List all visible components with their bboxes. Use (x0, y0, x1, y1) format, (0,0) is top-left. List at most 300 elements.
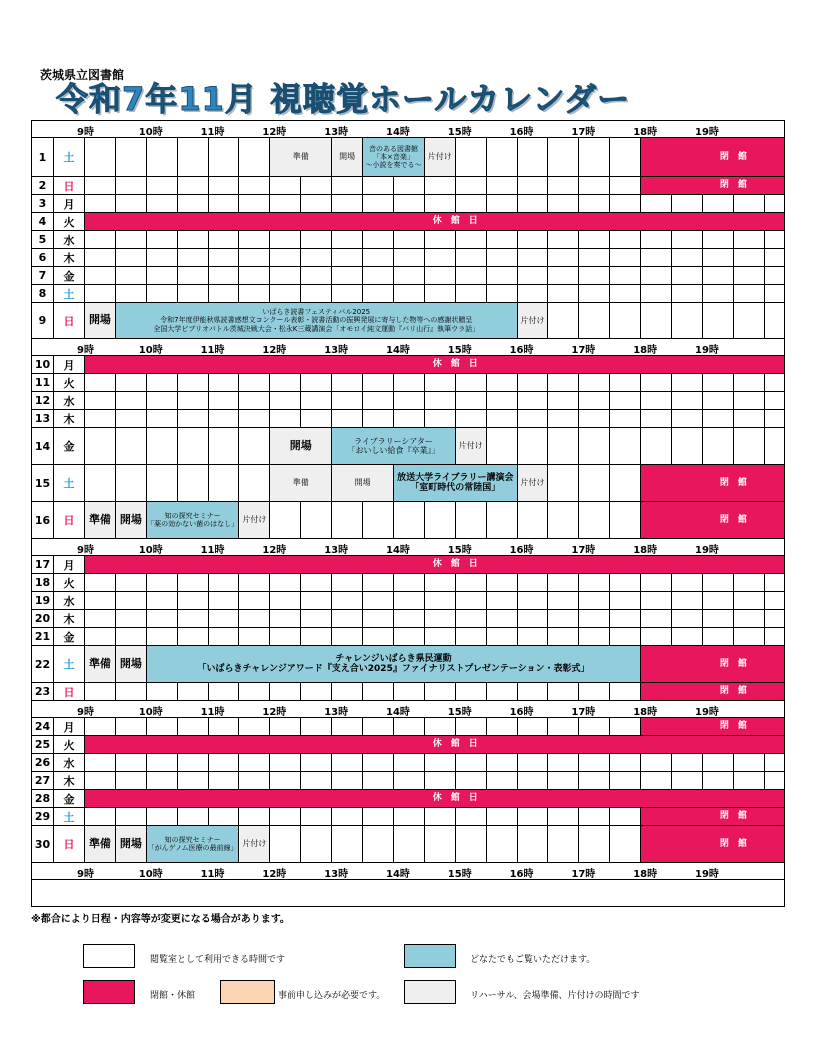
time-slot (363, 267, 394, 284)
day-number: 10 (32, 356, 54, 373)
time-slot (765, 285, 785, 302)
time-slot (549, 718, 580, 735)
prep-block (240, 502, 271, 538)
event-text: 休 館 日 (432, 559, 478, 570)
time-slot (270, 285, 301, 302)
day-row-17 (32, 556, 785, 574)
time-slot (301, 772, 332, 789)
time-slot (456, 610, 487, 627)
day-number: 15 (32, 465, 54, 501)
time-slot (116, 177, 147, 194)
time-slot (579, 826, 610, 862)
time-slot (270, 392, 301, 409)
time-slot (703, 285, 734, 302)
event-text: 閉 館 (719, 151, 747, 162)
time-slot (116, 392, 147, 409)
schedule-change-note: ※都合により日程・内容等が変更になる場合があります。 (31, 914, 290, 925)
legend-swatch-public (404, 944, 456, 968)
hour-label: 16時 (509, 869, 534, 880)
day-row-9 (32, 303, 785, 339)
time-slot (610, 502, 641, 538)
time-slot (147, 177, 178, 194)
time-slot (672, 374, 703, 391)
time-slot (734, 392, 765, 409)
time-slot (703, 410, 734, 427)
event-text: 知の探究セミナー (164, 835, 221, 844)
time-slot (549, 465, 580, 501)
event-text: 開場 (119, 512, 142, 526)
time-slot (209, 374, 240, 391)
day-row-8 (32, 285, 785, 303)
event-text: 開場 (88, 313, 111, 327)
time-slot (178, 465, 209, 501)
time-slot (363, 808, 394, 825)
time-slot (518, 574, 549, 591)
hour-label: 14時 (386, 545, 410, 556)
time-slot (579, 683, 610, 700)
legend-swatch-prep (404, 980, 456, 1004)
time-slot (332, 574, 363, 591)
time-slot (147, 249, 178, 266)
time-slot (672, 592, 703, 609)
day-row-12 (32, 392, 785, 410)
weekday-label: 日 (54, 502, 85, 538)
time-slot (703, 231, 734, 248)
time-slot (332, 410, 363, 427)
time-slot (178, 195, 209, 212)
time-slot (456, 231, 487, 248)
hour-label: 17時 (571, 545, 596, 556)
weekday-label: 水 (54, 754, 85, 771)
time-slot (765, 574, 785, 591)
time-slot (579, 610, 610, 627)
closed-block (85, 356, 785, 373)
prep-block (425, 138, 456, 176)
time-slot (240, 772, 271, 789)
event-block (363, 138, 425, 176)
closed-block (641, 465, 785, 501)
hour-label: 18時 (633, 869, 658, 880)
event-text: 片付け (427, 152, 452, 162)
time-slot (270, 410, 301, 427)
weekday-label: 水 (54, 392, 85, 409)
time-slot (116, 574, 147, 591)
time-slot (332, 502, 363, 538)
hour-label: 19時 (695, 545, 719, 556)
time-slot (147, 718, 178, 735)
time-slot (85, 574, 116, 591)
hour-label: 13時 (324, 707, 349, 718)
time-slot (116, 195, 147, 212)
time-slot (579, 231, 610, 248)
prep-block (85, 303, 116, 338)
time-slot (209, 683, 240, 700)
hour-label: 17時 (571, 707, 596, 718)
event-text: 準備 (292, 478, 309, 488)
time-slot (425, 772, 456, 789)
time-slot (703, 374, 734, 391)
hour-label: 11時 (200, 345, 225, 356)
time-slot (518, 249, 549, 266)
hour-label: 17時 (571, 345, 596, 356)
time-slot (703, 195, 734, 212)
time-slot (487, 574, 518, 591)
time-slot (301, 610, 332, 627)
time-slot (456, 826, 487, 862)
time-slot (487, 267, 518, 284)
time-slot (332, 592, 363, 609)
day-row-2 (32, 177, 785, 195)
time-slot (734, 628, 765, 645)
time-slot (363, 592, 394, 609)
closed-block (641, 646, 785, 682)
time-slot (332, 285, 363, 302)
time-slot (703, 428, 734, 464)
time-slot (178, 428, 209, 464)
hour-label: 13時 (324, 545, 349, 556)
time-slot (672, 303, 703, 338)
closed-block (641, 808, 785, 825)
legend-label-closed: 閉館・休館 (150, 991, 196, 1001)
time-slot (178, 574, 209, 591)
time-slot (301, 374, 332, 391)
weekday-label: 月 (54, 195, 85, 212)
time-slot (178, 392, 209, 409)
time-slot (487, 610, 518, 627)
time-slot (672, 195, 703, 212)
time-slot (116, 410, 147, 427)
weekday-label: 日 (54, 177, 85, 194)
hour-label: 18時 (633, 545, 658, 556)
weekday-label: 日 (54, 683, 85, 700)
time-slot (270, 574, 301, 591)
time-slot (703, 610, 734, 627)
event-text: 「薬の効かない菌のはなし」 (147, 520, 239, 528)
time-slot (672, 231, 703, 248)
time-slot (610, 808, 641, 825)
event-text: 休 館 日 (432, 359, 478, 370)
time-slot (549, 410, 580, 427)
time-slot (518, 428, 549, 464)
time-slot (518, 285, 549, 302)
time-slot (610, 267, 641, 284)
day-number: 26 (32, 754, 54, 771)
hour-label: 19時 (695, 345, 719, 356)
event-text: 閉 館 (719, 686, 747, 697)
time-slot (209, 592, 240, 609)
time-slot (116, 374, 147, 391)
time-slot (178, 231, 209, 248)
day-row-5 (32, 231, 785, 249)
time-slot (85, 592, 116, 609)
time-slot (178, 683, 209, 700)
time-slot (456, 772, 487, 789)
event-text: 休 館 日 (432, 739, 478, 750)
time-slot (641, 592, 672, 609)
time-slot (641, 231, 672, 248)
time-slot (456, 392, 487, 409)
time-slot (672, 754, 703, 771)
day-row-13 (32, 410, 785, 428)
time-slot (270, 177, 301, 194)
time-slot (734, 754, 765, 771)
day-row-21 (32, 628, 785, 646)
time-slot (518, 772, 549, 789)
time-slot (549, 808, 580, 825)
weekday-label: 火 (54, 374, 85, 391)
time-slot (734, 195, 765, 212)
time-slot (147, 285, 178, 302)
time-slot (487, 177, 518, 194)
time-slot (610, 177, 641, 194)
day-number: 8 (32, 285, 54, 302)
time-slot (240, 410, 271, 427)
event-text: 閉 館 (719, 477, 747, 488)
event-text: 放送大学ライブラリー講演会 (397, 472, 514, 483)
day-number: 18 (32, 574, 54, 591)
time-slot (147, 465, 178, 501)
event-text: 閉 館 (719, 838, 747, 849)
time-slot (394, 502, 425, 538)
time-slot (518, 195, 549, 212)
day-row-29 (32, 808, 785, 826)
time-slot (487, 754, 518, 771)
time-slot (579, 195, 610, 212)
time-slot (270, 231, 301, 248)
time-slot (610, 628, 641, 645)
time-slot (363, 392, 394, 409)
day-number: 6 (32, 249, 54, 266)
time-slot (394, 754, 425, 771)
time-slot (240, 683, 271, 700)
legend-swatch-closed (83, 980, 135, 1004)
time-slot (456, 249, 487, 266)
time-slot (301, 574, 332, 591)
time-slot (116, 267, 147, 284)
page-title: 令和7年11月 視聴覚ホールカレンダー (56, 80, 631, 118)
day-row-28 (32, 790, 785, 808)
time-slot (394, 267, 425, 284)
time-slot (332, 177, 363, 194)
time-slot (85, 718, 116, 735)
time-slot (240, 574, 271, 591)
time-slot (85, 410, 116, 427)
time-slot (332, 826, 363, 862)
hour-label: 17時 (571, 869, 596, 880)
time-slot (487, 808, 518, 825)
time-slot (549, 177, 580, 194)
time-slot (363, 718, 394, 735)
time-slot (672, 574, 703, 591)
time-slot (456, 592, 487, 609)
prep-block (116, 826, 147, 862)
time-slot (610, 592, 641, 609)
hour-label: 16時 (509, 707, 534, 718)
time-slot (209, 718, 240, 735)
day-number: 23 (32, 683, 54, 700)
time-slot (579, 249, 610, 266)
time-slot (301, 195, 332, 212)
event-text: 「本×音楽」 (373, 152, 414, 161)
time-slot (487, 718, 518, 735)
hour-label: 16時 (509, 345, 534, 356)
time-slot (518, 231, 549, 248)
hour-label: 9時 (77, 127, 94, 138)
time-slot (765, 628, 785, 645)
time-slot (549, 267, 580, 284)
time-slot (270, 628, 301, 645)
time-slot (394, 195, 425, 212)
day-row-11 (32, 374, 785, 392)
time-slot (147, 267, 178, 284)
time-slot (85, 628, 116, 645)
time-slot (178, 772, 209, 789)
time-slot (610, 231, 641, 248)
time-slot (332, 628, 363, 645)
time-slot (579, 574, 610, 591)
time-slot (85, 177, 116, 194)
hour-label: 19時 (695, 869, 719, 880)
time-slot (116, 754, 147, 771)
time-slot (85, 195, 116, 212)
time-slot (85, 138, 116, 176)
time-slot (487, 410, 518, 427)
time-slot (425, 754, 456, 771)
time-slot (456, 138, 487, 176)
time-slot (456, 410, 487, 427)
time-slot (641, 392, 672, 409)
weekday-label: 月 (54, 718, 85, 735)
event-text: チャレンジいばらき県民運動 (335, 653, 452, 664)
prep-block (85, 826, 116, 862)
time-slot (178, 285, 209, 302)
time-slot (425, 231, 456, 248)
time-slot (734, 610, 765, 627)
hour-label: 14時 (386, 707, 410, 718)
time-slot (116, 285, 147, 302)
time-slot (734, 374, 765, 391)
time-slot (518, 410, 549, 427)
time-slot (549, 374, 580, 391)
time-slot (209, 231, 240, 248)
time-slot (240, 465, 271, 501)
time-slot (518, 628, 549, 645)
time-slot (116, 592, 147, 609)
weekday-label: 火 (54, 736, 85, 753)
weekday-label: 月 (54, 356, 85, 373)
time-slot (641, 628, 672, 645)
hour-label: 19時 (695, 127, 719, 138)
day-number: 29 (32, 808, 54, 825)
day-number: 14 (32, 428, 54, 464)
time-slot (672, 267, 703, 284)
time-slot (394, 808, 425, 825)
event-block (147, 502, 240, 538)
time-slot (579, 410, 610, 427)
time-slot (394, 285, 425, 302)
time-slot (209, 610, 240, 627)
day-row-24 (32, 718, 785, 736)
weekday-label: 火 (54, 213, 85, 230)
time-slot (363, 374, 394, 391)
time-slot (363, 410, 394, 427)
time-slot (610, 465, 641, 501)
time-slot (641, 249, 672, 266)
time-slot (518, 502, 549, 538)
time-slot (765, 610, 785, 627)
time-slot (301, 683, 332, 700)
weekday-label: 土 (54, 138, 85, 176)
time-slot (147, 772, 178, 789)
weekday-label: 水 (54, 592, 85, 609)
time-slot (610, 610, 641, 627)
time-slot (85, 610, 116, 627)
hour-label: 10時 (138, 707, 163, 718)
weekday-label: 日 (54, 303, 85, 338)
time-slot (116, 138, 147, 176)
time-slot (147, 628, 178, 645)
time-slot (209, 808, 240, 825)
day-row-18 (32, 574, 785, 592)
weekday-label: 土 (54, 465, 85, 501)
event-block (147, 826, 240, 862)
time-slot (579, 592, 610, 609)
hour-label: 10時 (138, 345, 163, 356)
event-text: 閉 館 (719, 811, 747, 822)
time-slot (703, 754, 734, 771)
hour-label: 9時 (77, 707, 94, 718)
time-slot (549, 574, 580, 591)
time-slot (394, 374, 425, 391)
time-slot (703, 249, 734, 266)
time-slot (579, 138, 610, 176)
day-number: 11 (32, 374, 54, 391)
time-slot (549, 285, 580, 302)
time-slot (765, 410, 785, 427)
time-slot (240, 195, 271, 212)
time-slot (549, 592, 580, 609)
time-slot (425, 410, 456, 427)
time-slot (147, 754, 178, 771)
event-block (147, 646, 641, 682)
event-text: 休 館 日 (432, 793, 478, 804)
time-slot (734, 303, 765, 338)
hour-label: 15時 (447, 869, 472, 880)
event-text: 音のある図書館 (368, 144, 418, 153)
time-slot (425, 718, 456, 735)
event-text: 準備 (88, 836, 111, 850)
time-slot (425, 808, 456, 825)
event-text: ～小説を奏でる～ (365, 161, 422, 170)
time-slot (209, 410, 240, 427)
time-slot (363, 628, 394, 645)
time-slot (363, 177, 394, 194)
time-slot (363, 502, 394, 538)
prep-block (332, 138, 363, 176)
time-slot (209, 428, 240, 464)
event-text: ライブラリーシアター (354, 436, 433, 446)
day-number: 2 (32, 177, 54, 194)
time-slot (425, 683, 456, 700)
time-slot (579, 267, 610, 284)
hour-label: 15時 (447, 127, 472, 138)
time-slot (610, 718, 641, 735)
time-slot (425, 374, 456, 391)
time-slot (734, 772, 765, 789)
time-slot (610, 374, 641, 391)
time-slot (116, 249, 147, 266)
prep-block (456, 428, 487, 464)
